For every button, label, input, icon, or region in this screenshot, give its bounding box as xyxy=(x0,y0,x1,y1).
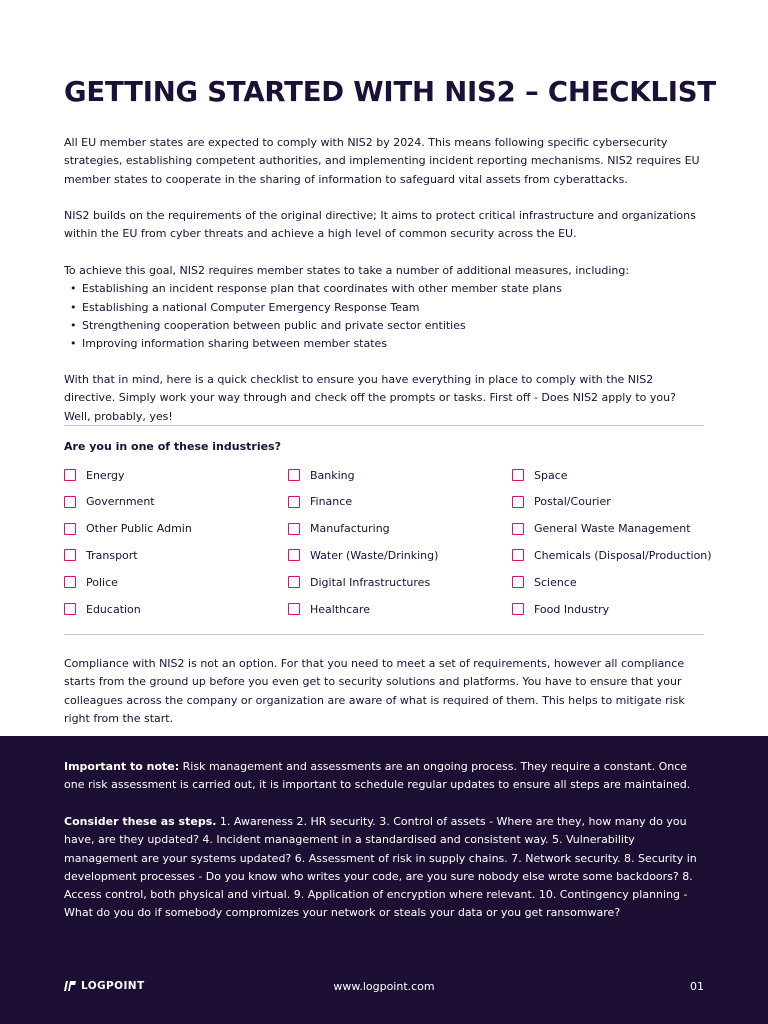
checkbox-item[interactable] xyxy=(288,547,438,563)
checkbox-label: Police xyxy=(86,575,118,589)
checkbox-label: Transport xyxy=(86,548,138,562)
checkbox-item[interactable] xyxy=(512,521,691,537)
website-link[interactable]: www.logpoint.com xyxy=(333,980,435,993)
checkbox-label: Energy xyxy=(86,468,125,482)
checkbox-item[interactable] xyxy=(64,521,192,537)
checkbox-label: Banking xyxy=(310,468,355,482)
checkbox[interactable] xyxy=(288,603,300,615)
checkbox-label: Education xyxy=(86,602,141,616)
measure-item: • Strengthening cooperation between public and private sector entities xyxy=(64,317,704,335)
checkbox-label: Water (Waste/Drinking) xyxy=(310,548,439,562)
checkbox-item[interactable] xyxy=(64,547,138,563)
checkbox[interactable] xyxy=(512,523,524,535)
checkbox-item[interactable] xyxy=(288,467,355,483)
checkbox[interactable] xyxy=(64,496,76,508)
checkbox-label: Finance xyxy=(310,495,353,509)
checkbox-item[interactable] xyxy=(512,494,611,510)
checkbox-label: Manufacturing xyxy=(310,522,390,536)
checkbox-label: General Waste Management xyxy=(534,522,691,536)
divider xyxy=(64,425,704,426)
measures-lead: To achieve this goal, NIS2 requires member states to take a number of additional measures, including: xyxy=(64,264,630,277)
intro-paragraph-2: NIS2 builds on the requirements of the original directive; It aims to protect critical infrastructure and organizations within the EU from cyber threats and achieve a high level of common security across the EU. xyxy=(64,209,696,241)
checkbox[interactable] xyxy=(64,469,76,481)
checkbox-label: Space xyxy=(534,468,568,482)
checkbox[interactable] xyxy=(512,549,524,561)
steps-note-label: Consider these as steps. xyxy=(64,815,217,828)
checkbox-item[interactable] xyxy=(64,601,141,617)
checkbox[interactable] xyxy=(512,603,524,615)
checkbox-item[interactable] xyxy=(512,574,577,590)
measure-item: • Establishing an incident response plan that coordinates with other member state plans xyxy=(64,280,704,298)
checkbox-item[interactable] xyxy=(512,467,568,483)
checkbox-item[interactable] xyxy=(288,521,390,537)
checkbox[interactable] xyxy=(64,603,76,615)
steps-note-text: 1. Awareness 2. HR security. 3. Control of assets - Where are they, how many do you have, are they updated? 4. Incident management in a standardised and consistent way. 5. Vulnerability management are your systems updated? 6. Assessment of risk in supply chains. 7. Network security. 8. Security in development processes - Do you know who writes your code, are you sure nobody else wrote some backdoors? 8. Access control, both physical and virtual. 9. Application of encryption where relevant. 10. Contingency planning - What do you do if somebody compromizes your network or steals your data or you get ransomware? xyxy=(64,815,697,920)
divider xyxy=(64,634,704,635)
checkbox-label: Healthcare xyxy=(310,602,370,616)
important-note-label: Important to note: xyxy=(64,760,180,773)
checkbox-item[interactable] xyxy=(288,574,430,590)
measures-list xyxy=(64,280,704,353)
measures-block xyxy=(64,262,704,353)
footer xyxy=(64,980,704,994)
checkbox-item[interactable] xyxy=(64,494,155,510)
checkbox-label: Digital Infrastructures xyxy=(310,575,431,589)
checkbox[interactable] xyxy=(288,469,300,481)
checkbox-item[interactable] xyxy=(288,601,370,617)
checkbox[interactable] xyxy=(512,496,524,508)
checkbox-item[interactable] xyxy=(512,547,712,563)
checkbox-label: Food Industry xyxy=(534,602,610,616)
checkbox-label: Chemicals (Disposal/Production) xyxy=(534,548,712,562)
page-number: 01 xyxy=(690,980,704,993)
checklist-intro: With that in mind, here is a quick checklist to ensure you have everything in place to comply with the NIS2 directive. Simply work your way through and check off the prompts or tasks. First off - Does NIS2 apply to you? Well, probably, yes! xyxy=(64,373,676,423)
notes-panel xyxy=(0,736,768,1024)
checkbox-label: Government xyxy=(86,495,155,509)
page-title: GETTING STARTED WITH NIS2 – CHECKLIST xyxy=(64,76,716,108)
important-note-text: Risk management and assessments are an ongoing process. They require a constant. Once one risk assessment is carried out, it is important to schedule regular updates to ensure all steps are maintained. xyxy=(64,760,691,792)
compliance-paragraph: Compliance with NIS2 is not an option. For that you need to meet a set of requirements, however all compliance starts from the ground up before you even get to security solutions and platforms. You have to ensure that your colleagues across the company or organization are aware of what is required of them. This helps to mitigate risk right from the start. xyxy=(64,657,685,725)
measure-item: • Establishing a national Computer Emergency Response Team xyxy=(64,299,704,317)
checkbox[interactable] xyxy=(64,523,76,535)
checkbox[interactable] xyxy=(512,469,524,481)
important-note xyxy=(64,758,704,795)
checkbox-item[interactable] xyxy=(288,494,352,510)
measure-item: • Improving information sharing between member states xyxy=(64,335,704,353)
checkbox[interactable] xyxy=(64,576,76,588)
checkbox-label: Postal/Courier xyxy=(534,495,611,509)
checkbox-item[interactable] xyxy=(512,601,609,617)
intro-paragraph-1: All EU member states are expected to comply with NIS2 by 2024. This means following specific cybersecurity strategies, establishing competent authorities, and implementing incident reporting mechanisms. NIS2 requires EU member states to cooperate in the sharing of information to safeguard vital assets from cyberattacks. xyxy=(64,136,700,186)
logo-text: LOGPOINT xyxy=(81,980,145,992)
industries-question: Are you in one of these industries? xyxy=(64,440,281,453)
checkbox[interactable] xyxy=(64,549,76,561)
checkbox-label: Science xyxy=(534,575,577,589)
checkbox-item[interactable] xyxy=(64,574,118,590)
checkbox-label: Other Public Admin xyxy=(86,522,192,536)
checkbox[interactable] xyxy=(288,576,300,588)
checkbox[interactable] xyxy=(288,523,300,535)
steps-note xyxy=(64,813,704,923)
checkbox[interactable] xyxy=(288,549,300,561)
checkbox-item[interactable] xyxy=(64,467,125,483)
checkbox[interactable] xyxy=(288,496,300,508)
checkbox[interactable] xyxy=(512,576,524,588)
